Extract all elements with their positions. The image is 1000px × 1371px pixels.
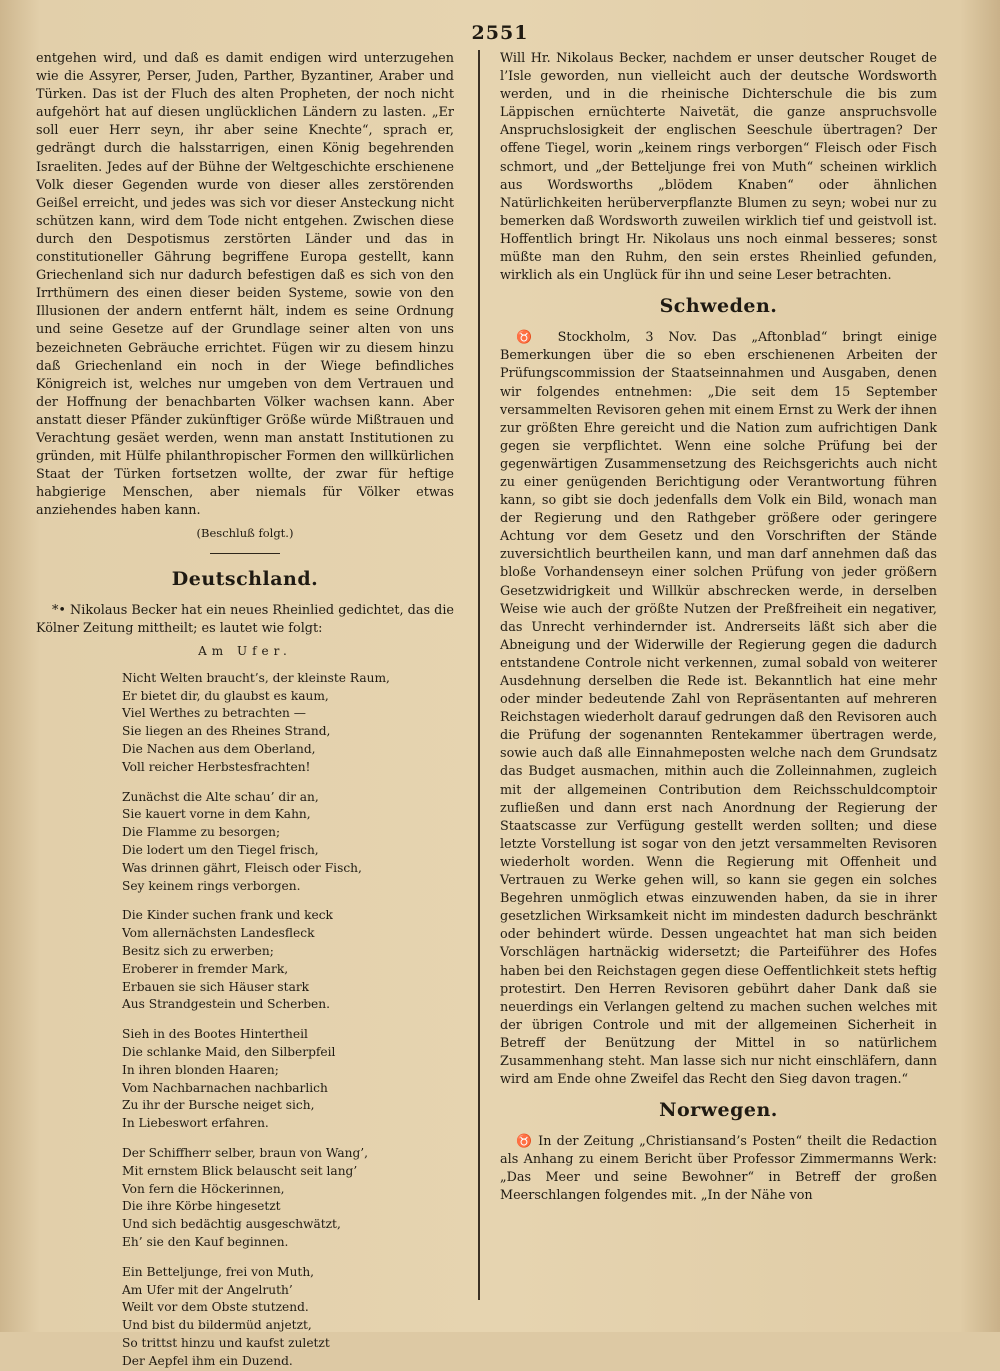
poem-line: Vom Nachbarnachen nachbarlich: [122, 1080, 328, 1095]
poem-stanza: [122, 907, 454, 1014]
poem-line: Weilt vor dem Obste stutzend.: [122, 1300, 309, 1315]
poem-line: Die schlanke Maid, den Silberpfeil: [122, 1044, 336, 1059]
poem-line: Die Nachen aus dem Oberland,: [122, 742, 316, 756]
poem-line: In Liebeswort erfahren.: [122, 1116, 269, 1131]
continued-commentary-text: Will Hr. Nikolaus Becker, nachdem er unser deutscher Rouget de l’Isle geworden, nun vielleicht auch der deutsche Wordsworth werden, und in die rheinische Dichterschule die bis zum Läppischen ernüchterte Naivetät, die ganze anspruchsvolle Anspruchslosigkeit der englischen Seeschule übertragen? Der offene Tiegel, worin „keinem rings verborgen“ Fleisch oder Fisch schmort, und „der Betteljunge frei von Muth“ scheinen wirklich aus Wordsworths „blödem Knaben“ oder ähnlichen Natürlichkeiten herüberverpflanzte Blumen zu seyn; wobei nur zu bemerken daß Wordsworth zuweilen wirklich tief und geistvoll ist. Hoffentlich bringt Hr. Nikolaus uns noch einmal besseres; sonst müßte man den Ruhm, den sein erstes Rheinlied gefunden, wirklich als ein Unglück für ihn und seine Leser betrachten.: [500, 51, 937, 284]
poem-line: Der Aepfel ihm ein Duzend.: [122, 1353, 293, 1368]
stockholm-article: ♉ Stockholm, 3 Nov. Das „Aftonblad“ bringt einige Bemerkungen über die so eben erschienenen Arbeiten der Prüfungscommission der Staatseinnahmen und Ausgaben, denen wir folgendes entnehmen: „Die seit dem 15 September versammelten Revisoren gehen mit einem Ernst zu Werk der ihnen zur größten Ehre gereicht und die Nation zum aufrichtigen Dank gegen sie verpflichtet. Wenn eine solche Prüfung bei der gegenwärtigen Zusammensetzung des Reichsgerichts auch nicht zu einer genügenden Berichtigung oder Verantwortung führen kann, so gibt sie doch jedenfalls dem Volk ein Bild, wonach man der Regierung und den Rathgeber größere oder geringere Achtung vor dem Gesetz und den Vorschriften der Stände zuversichtlich beurtheilen kann, und man darf annehmen daß das bloße Vorhandenseyn einer solchen Prüfung von jeder größern Gesetzwidrigkeit und Willkür abschrecken werde, in derselben Weise wie auch der größte Nutzen der Preßfreiheit ein negativer, das Unrecht verhindernder ist. Andrerseits läßt sich aber die Abneigung und der Widerwille der Regierung gegen die dadurch entstandene Controle nicht verkennen, zumal sobald von weiterer Ausdehnung derselben die Rede ist. Bekanntlich hat eine mehr oder minder bedeutende Zahl von Repräsentanten auf mehreren Reichstagen wiederholt darauf gedrungen daß den Revisoren auch die Prüfung der sogenannten Rentekammer übertragen werde, sowie auch daß alle Einnahmeposten welche nach dem Grundsatz das Budget ausmachen, mithin auch die Zolleinnahmen, zugleich mit der allgemeinen Contribution dem Reichsschuldcomptoir zufließen und dann erst nach Anordnung der Regierung der Staatscasse zur Verfügung gestellt werden sollten; und diese letzte Vorstellung ist sogar von den jetzt versammelten Revisoren wiederholt worden. Wenn die Regierung mit Offenheit und Vertrauen zu Werke gehen will, so kann sie gegen ein solches Begehren unmöglich etwas einzuwenden haben, da sie in ihrer gesetzlichen Wirksamkeit nicht im mindesten dadurch beschränkt oder behindert würde. Dessen ungeachtet hat man sich beiden Vorschlägen hartnäckig widersetzt; die Parteiführer des Hofes haben bei den Reichstagen gegen diese Oeffentlichkeit stets heftig protestirt. Den Herren Revisoren gebührt daher Dank daß sie neuerdings ein Verlangen geltend zu machen suchen welches mit der übrigen Controle und mit der allgemeinen Sicherheit in Betreff der Benützung der Mittel in so natürlichem Zusammenhang steht. Man lasse sich nur nicht einschläfern, dann wird am Ende ohne Zweifel das Recht den Sieg davon tragen.“: [500, 330, 937, 1088]
poem-line: Die Kinder suchen frank und keck: [122, 908, 333, 923]
continued-article-text: entgehen wird, und daß es damit endigen wird unterzugehen wie die Assyrer, Perser, Juden, Parther, Byzantiner, Araber und Türken. Das ist der Fluch des alten Propheten, der noch nicht aufgehört hat auf diesen unglücklichen Ländern zu lasten. „Er soll euer Herr seyn, ihr aber seine Knechte“, sprach er, gedrängt durch die halsstarrigen, einen König begehrenden Israeliten. Jedes auf der Bühne der Weltgeschichte erschienene Volk dieser Gegenden wurde von dieser alles zerstörenden Geißel erreicht, und jedes was sich vor dieser Ansteckung nicht schützen kann, wird dem Tode nicht entgehen. Zwischen diese durch den Despotismus zerstörten Länder und das in constitutioneller Gährung begriffene Europa gestellt, kann Griechenland sich nur dadurch befestigen daß es sich von den Irrthümern des einen dieser beiden Systeme, sowie von den Illusionen der andern entfernt hält, indem es seine Ordnung und seine Gesetze auf der Grundlage seiner alten von uns bezeichneten Gebräuche errichtet. Fügen wir zu diesem hinzu daß Griechenland ein noch in der Wiege befindliches Königreich ist, welches nur umgeben von dem Vertrauen und der Hoffnung der benachbarten Völker wachsen kann. Aber anstatt dieser Pfänder zukünftiger Größe würde Mißtrauen und Verachtung gesäet werden, wenn man anstatt Institutionen zu gründen, mit Hülfe philanthropischer Formen den willkürlichen Staat der Türken fortsetzen wollte, der zwar für heftige habgierige Menschen, aber niemals für Völker etwas anziehendes haben kann.: [36, 51, 454, 519]
poem-line: Zunächst die Alte schau’ dir an,: [122, 789, 319, 804]
poem-line: Und sich bedächtig ausgeschwätzt,: [122, 1217, 341, 1232]
column-divider: [478, 50, 480, 1300]
poem-line: Sey keinem rings verborgen.: [122, 878, 301, 893]
poem-line: Was drinnen gährt, Fleisch oder Fisch,: [122, 860, 362, 875]
poem-line: Eh’ sie den Kauf beginnen.: [122, 1234, 289, 1249]
poem-title: Am Ufer.: [198, 643, 292, 658]
poem-line: Sie liegen an des Rheines Strand,: [122, 724, 331, 739]
poem-line: Zu ihr der Bursche neiget sich,: [122, 1098, 315, 1113]
section-heading-deutschland: Deutschland.: [171, 567, 319, 590]
poem-line: Und bist du bildermüd anjetzt,: [122, 1318, 312, 1333]
to-be-continued-note: (Beschluß folgt.): [196, 526, 294, 541]
poem-line: Ein Betteljunge, frei von Muth,: [122, 1264, 315, 1279]
section-divider: [210, 553, 280, 554]
poem-line: Die ihre Körbe hingesetzt: [122, 1199, 281, 1214]
poem-line: Viel Werthes zu betrachten —: [122, 706, 306, 721]
article-intro: *• Nikolaus Becker hat ein neues Rheinlied gedichtet, das die Kölner Zeitung mittheilt; es lautet wie folgt:: [36, 602, 454, 636]
poem: [36, 670, 454, 1371]
section-heading-norwegen: Norwegen.: [659, 1099, 778, 1122]
poem-stanza: [122, 1145, 454, 1252]
right-column: [500, 50, 937, 1332]
poem-line: So trittst hinzu und kaufst zuletzt: [122, 1335, 330, 1350]
page-number: 2551: [471, 22, 529, 44]
poem-line: Eroberer in fremder Mark,: [122, 961, 289, 976]
poem-line: Die lodert um den Tiegel frisch,: [122, 842, 319, 857]
poem-stanza: [122, 670, 454, 777]
poem-line: Mit ernstem Blick belauscht seit lang’: [122, 1163, 358, 1178]
poem-line: Voll reicher Herbstesfrachten!: [122, 759, 311, 774]
left-column: [36, 50, 454, 1368]
poem-stanza: [122, 789, 454, 896]
poem-line: Die Flamme zu besorgen;: [122, 825, 281, 840]
poem-line: In ihren blonden Haaren;: [122, 1062, 279, 1077]
poem-line: Aus Strandgestein und Scherben.: [122, 997, 330, 1012]
poem-stanza: [122, 1264, 454, 1371]
poem-line: Nicht Welten braucht’s, der kleinste Raum,: [122, 670, 390, 685]
poem-line: Besitz sich zu erwerben;: [122, 943, 274, 958]
poem-stanza: [122, 1026, 454, 1133]
poem-line: Vom allernächsten Landesfleck: [122, 926, 315, 941]
norway-article: ♉ In der Zeitung „Christiansand’s Posten“ theilt die Redaction als Anhang zu einem Bericht über Professor Zimmermanns Werk: „Das Meer und seine Bewohner“ in Betreff der großen Meerschlangen folgendes mit. „In der Nähe von: [500, 1134, 937, 1204]
poem-line: Sie kauert vorne in dem Kahn,: [122, 807, 311, 822]
poem-line: Von fern die Höckerinnen,: [122, 1181, 285, 1196]
poem-line: Am Ufer mit der Angelruth’: [122, 1282, 293, 1297]
section-heading-schweden: Schweden.: [659, 295, 778, 318]
poem-line: Der Schiffherr selber, braun von Wang’,: [122, 1145, 369, 1160]
poem-line: Sieh in des Bootes Hintertheil: [122, 1027, 308, 1042]
poem-line: Er bietet dir, du glaubst es kaum,: [122, 688, 329, 703]
poem-line: Erbauen sie sich Häuser stark: [122, 979, 310, 994]
